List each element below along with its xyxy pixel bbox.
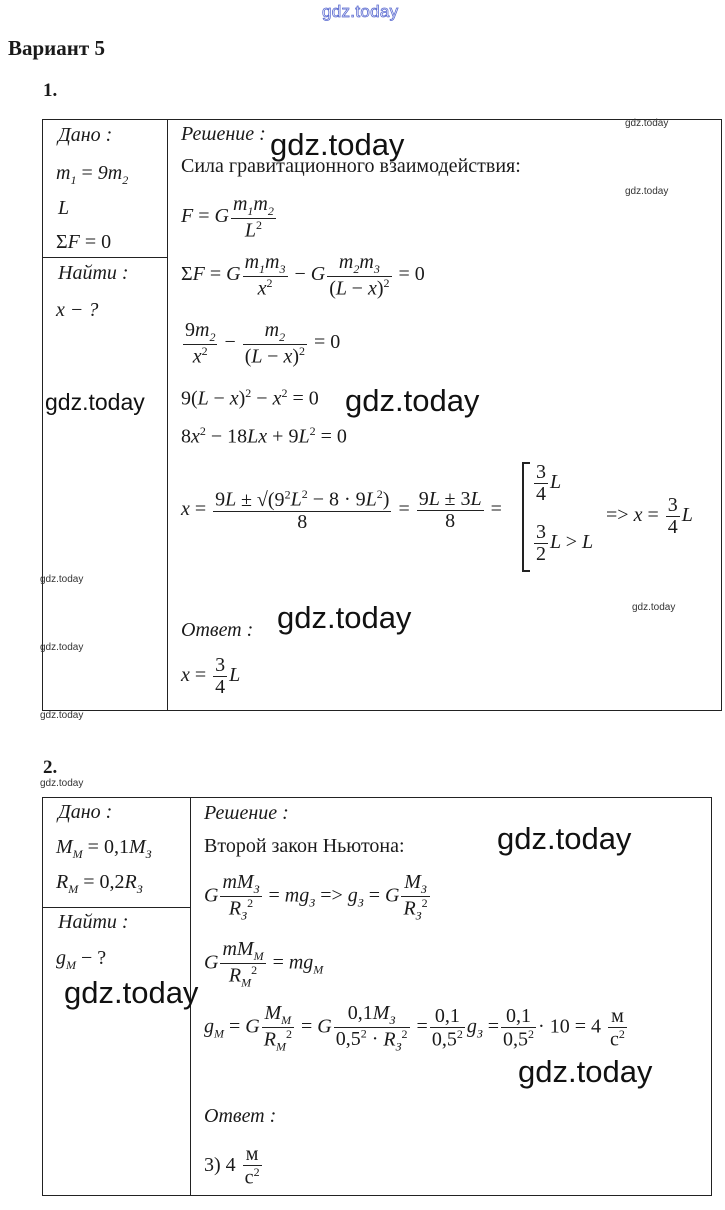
given-1-item-2: L [58, 197, 70, 219]
formula-squared: $9(L - x)^2 - x^2 = 0$ [181, 386, 319, 410]
table2-right-border [711, 797, 712, 1196]
answer-1: x = $\frac{3}{4}$ L [181, 654, 241, 698]
watermark-small-3: gdz.today [40, 574, 84, 585]
solution-2-intro: Второй закон Ньютона: [204, 835, 405, 857]
table1-bottom-border [42, 710, 722, 711]
solution-1-intro: Сила гравитационного взаимодействия: [181, 155, 521, 177]
roots-bracket [522, 462, 524, 572]
roots-conclusion: => x = $\frac{3}{4}$ L [606, 494, 693, 538]
solution-label-2: Решение : [204, 802, 289, 824]
watermark-big-5: gdz.today [497, 821, 632, 856]
watermark-small-7: gdz.today [40, 778, 84, 789]
find-label-1: Найти : [58, 262, 129, 284]
roots-bracket-top [522, 462, 530, 464]
table1-left-border [42, 119, 43, 711]
table1-top-border [42, 119, 722, 120]
table2-left-border [42, 797, 43, 1196]
watermark-small-4: gdz.today [632, 602, 676, 613]
formula-sum-forces: ΣF = G $\frac{m_1m_3}{x^2}$ − G $\frac{m_2m_3}{(L - x)^2}$ = 0 [181, 251, 425, 300]
watermark-small-1: gdz.today [625, 118, 669, 129]
answer-label-1: Ответ : [181, 619, 254, 641]
formula-roots: x = $\frac{9L \pm √(9^2L^2 - 8 \cdot 9L^2)}{8}$ = $\frac{9L \pm 3L}{8}$ = [181, 487, 502, 533]
watermark-big-3: gdz.today [345, 383, 480, 418]
given-1-item-1: $m_1 = 9m_2$ [56, 162, 129, 187]
watermark-big-7: gdz.today [518, 1054, 653, 1089]
answer-label-2: Ответ : [204, 1105, 277, 1127]
formula-gravity: F = G $\frac{m_1m_2}{L^2}$ [181, 193, 274, 242]
table1-given-divider [42, 257, 168, 258]
given-2-item-1: $M_M = 0,1M_З$ [56, 836, 152, 861]
solution-label-1: Решение : [181, 123, 266, 145]
watermark-big-1: gdz.today [270, 127, 405, 162]
watermark-small-6: gdz.today [40, 710, 84, 721]
formula-simplified: $\frac{9m_2}{x^2}$ − $\frac{m_2}{(L - x)^2}$ = 0 [185, 319, 341, 368]
table2-top-border [42, 797, 712, 798]
table1-right-border [721, 119, 722, 711]
root-2: $\frac{3}{2}$ L > L [536, 521, 594, 565]
problem-1-number: 1. [43, 80, 58, 101]
problem-2-number: 2. [43, 757, 58, 778]
watermark-big-2: gdz.today [45, 389, 145, 415]
given-1-item-3: ΣF = 0 [56, 231, 112, 253]
find-2: $g_M$ − ? [56, 947, 107, 972]
table2-bottom-border [42, 1195, 712, 1196]
table2-given-divider [42, 907, 191, 908]
watermark-big-6: gdz.today [64, 975, 199, 1010]
root-1: $\frac{3}{4}$ L [536, 461, 562, 505]
variant-title: Вариант 5 [8, 36, 105, 60]
formula-quadratic: $8x^2 - 18Lx + 9L^2 = 0$ [181, 424, 347, 448]
watermark-small-2: gdz.today [625, 186, 669, 197]
watermark-small-5: gdz.today [40, 642, 84, 653]
formula-moon: G $\frac{mM_M}{R_M^2}$ = $mg_M$ [204, 938, 324, 990]
table1-column-divider [167, 119, 168, 711]
find-label-2: Найти : [58, 911, 129, 933]
watermark-big-4: gdz.today [277, 600, 412, 635]
find-1: x − ? [56, 299, 99, 321]
given-label-1: Дано : [58, 124, 113, 146]
formula-earth: G $\frac{mM_З}{R_З^2}$ = $mg_З => g_З = G$ $\frac{M_З}{R_З^2}$ [204, 871, 428, 923]
given-label-2: Дано : [58, 801, 113, 823]
given-2-item-2: $R_M = 0,2R_З$ [56, 871, 143, 896]
roots-bracket-bottom [522, 570, 530, 572]
formula-moon-g: $g_M = G$ $\frac{M_M}{R_M^2}$ = G $\frac{0,1M_З}{0,5^2 \cdot R_З^2}$ = $\frac{0,1}{0,5^2}$ $g_З$ = $\frac{0,1}{0,5^2}$ · 10 = 4 $\frac{м}{с^2}$ [204, 1002, 625, 1054]
watermark-top: gdz.today [322, 2, 399, 21]
answer-2: 3) 4 $\frac{м}{с^2}$ [204, 1143, 260, 1189]
